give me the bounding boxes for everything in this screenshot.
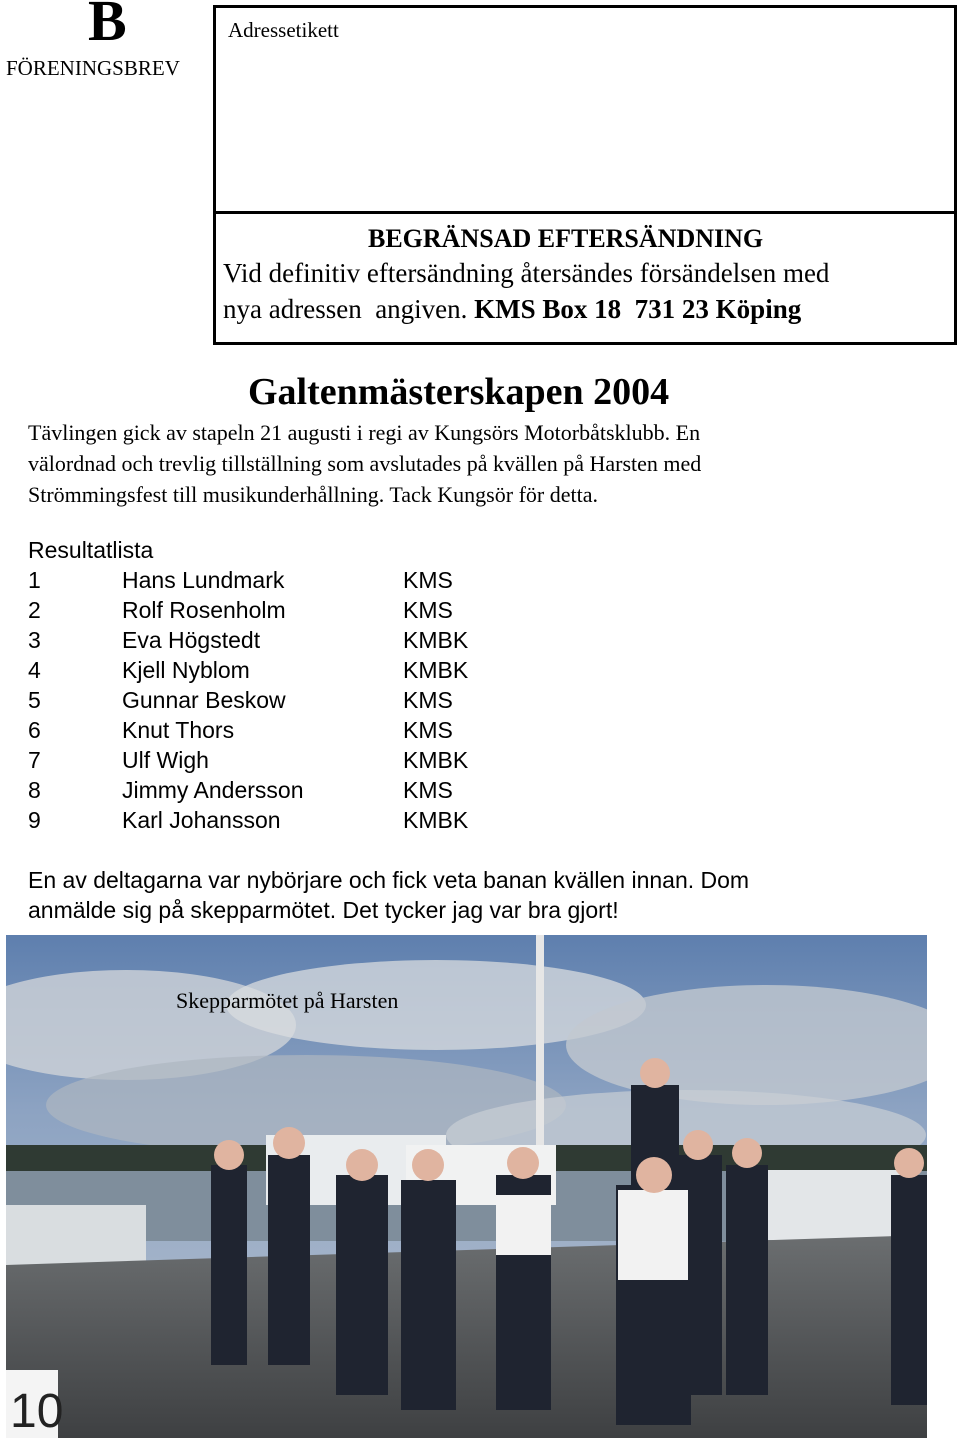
result-row: [28, 685, 628, 715]
closing-line: anmälde sig på skepparmötet. Det tycker jag var bra gjort!: [28, 897, 619, 923]
result-rank: 2: [28, 597, 41, 623]
result-name: Jimmy Andersson: [122, 777, 304, 803]
result-club: KMBK: [403, 747, 469, 773]
result-name: Kjell Nyblom: [122, 657, 250, 683]
closing-paragraph: [28, 865, 749, 925]
harbor-meeting-photo: [6, 935, 927, 1438]
return-address: KMS Box 18 731 23 Köping: [474, 294, 802, 324]
result-name: Karl Johansson: [122, 807, 281, 833]
result-rank: 8: [28, 777, 41, 803]
result-club: KMBK: [403, 627, 469, 653]
result-club: KMS: [403, 597, 453, 623]
result-rank: 6: [28, 717, 41, 743]
result-rank: 3: [28, 627, 41, 653]
newsletter-logo-letter: B: [88, 0, 127, 53]
address-label-text: Adressetikett: [228, 18, 339, 42]
result-rank: 9: [28, 807, 41, 833]
result-row: [28, 565, 628, 595]
result-rank: 7: [28, 747, 41, 773]
forwarding-notice-title: BEGRÄNSAD EFTERSÄNDNING: [368, 224, 764, 253]
result-rank: 1: [28, 567, 41, 593]
berth-number-sign: 10: [10, 1385, 64, 1438]
photo-caption: Skepparmötet på Harsten: [176, 988, 399, 1013]
paragraph-line: Strömmingsfest till musikunderhållning. Tack Kungsör för detta.: [28, 482, 598, 507]
result-club: KMBK: [403, 657, 469, 683]
result-name: Knut Thors: [122, 717, 235, 743]
result-club: KMBK: [403, 807, 469, 833]
results-list: [28, 535, 628, 835]
result-rank: 5: [28, 687, 41, 713]
result-row: [28, 715, 628, 745]
article-headline: Galtenmästerskapen 2004: [248, 371, 670, 413]
paragraph-line: välordnad och trevlig tillställning som avslutades på kvällen på Harsten med: [28, 451, 702, 476]
result-name: Hans Lundmark: [122, 567, 285, 593]
result-row: [28, 655, 628, 685]
notice-line2-text: nya adressen angiven.: [223, 294, 475, 324]
closing-line: En av deltagarna var nybörjare och fick veta banan kvällen innan. Dom: [28, 867, 750, 893]
result-name: Eva Högstedt: [122, 627, 261, 653]
result-name: Ulf Wigh: [122, 747, 209, 773]
result-row: [28, 805, 628, 835]
result-row: [28, 745, 628, 775]
result-name: Rolf Rosenholm: [122, 597, 286, 623]
newsletter-type-label: FÖRENINGSBREV: [6, 56, 180, 80]
result-club: KMS: [403, 687, 453, 713]
result-rank: 4: [28, 657, 41, 683]
result-name: Gunnar Beskow: [122, 687, 286, 713]
result-club: KMS: [403, 567, 453, 593]
result-club: KMS: [403, 717, 453, 743]
result-row: [28, 625, 628, 655]
results-title: Resultatlista: [28, 537, 154, 563]
forwarding-notice-line1: Vid definitiv eftersändning återsändes försändelsen med: [223, 258, 830, 288]
result-club: KMS: [403, 777, 453, 803]
result-row: [28, 595, 628, 625]
paragraph-line: Tävlingen gick av stapeln 21 augusti i regi av Kungsörs Motorbåtsklubb. En: [28, 420, 701, 445]
result-row: [28, 775, 628, 805]
forwarding-notice-line2: [223, 294, 801, 325]
article-paragraph: [28, 417, 928, 510]
